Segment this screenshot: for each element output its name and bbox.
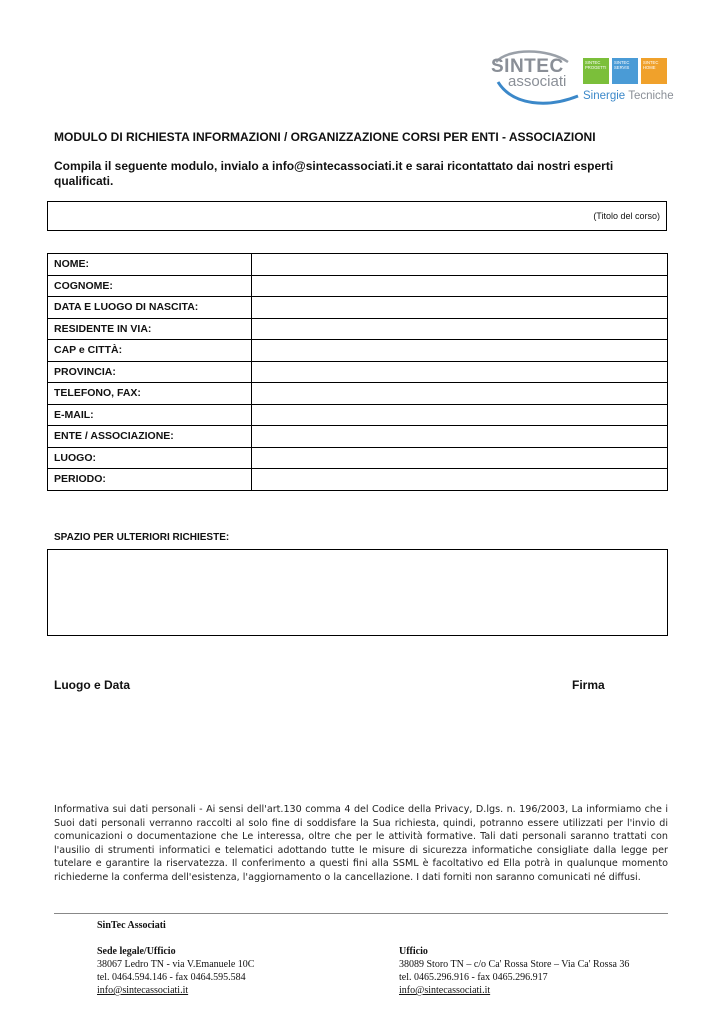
form-row xyxy=(48,254,668,276)
form-row xyxy=(48,297,668,319)
form-field-label: NOME: xyxy=(48,254,252,276)
extra-requests-field[interactable] xyxy=(47,549,668,636)
logo-box-progetti: SINTEC PROGETTI xyxy=(583,58,609,84)
footer-right-address: 38089 Storo TN – c/o Ca' Rossa Store – Via Ca' Rossa 36 xyxy=(399,959,630,970)
form-field-input[interactable] xyxy=(252,275,668,297)
form-field-label: TELEFONO, FAX: xyxy=(48,383,252,405)
logo-box-home: SINTEC HOME xyxy=(641,58,667,84)
course-title-hint: (Titolo del corso) xyxy=(593,211,660,221)
logo-subtitle: associati xyxy=(508,73,567,90)
form-row xyxy=(48,426,668,448)
place-date-label: Luogo e Data xyxy=(54,678,131,692)
form-row xyxy=(48,404,668,426)
form-field-label: CAP e CITTÀ: xyxy=(48,340,252,362)
form-field-label: ENTE / ASSOCIAZIONE: xyxy=(48,426,252,448)
footer-right-heading: Ufficio xyxy=(399,946,428,957)
form-field-label: DATA E LUOGO DI NASCITA: xyxy=(48,297,252,319)
form-row xyxy=(48,469,668,491)
logo-tagline-1: Sinergie xyxy=(583,90,626,102)
footer-divider xyxy=(54,913,668,914)
personal-data-table xyxy=(47,253,668,491)
form-field-input[interactable] xyxy=(252,340,668,362)
form-field-label: PERIODO: xyxy=(48,469,252,491)
privacy-notice: Informativa sui dati personali - Ai sensi dell'art.130 comma 4 del Codice della Privacy, D.lgs. n. 196/2003, La informiamo che i Suoi dati personali verranno raccolti al solo fine di soddisfare la Sua richiesta, quindi, potranno essere utilizzati per l'invio di comunicazioni o documentazione che Le interessa, oltre che per le attività formative. Tali dati personali saranno trattati con l'ausilio di strumenti informatici e telematici adottando tutte le misure di sicurezza informatiche consigliate dalla legge per tutelare e garantire la riservatezza. Il conferimento a questi fini alla SSML è facoltativo ed Ella potrà in qualunque momento richiederne la conferma dell'esistenza, l'aggiornamento o la cancellazione. I dati forniti non saranno comunicati né diffusi. xyxy=(54,804,668,883)
form-field-label: E-MAIL: xyxy=(48,404,252,426)
form-title: MODULO DI RICHIESTA INFORMAZIONI / ORGANIZZAZIONE CORSI PER ENTI - ASSOCIAZIONI xyxy=(54,130,596,144)
footer-left-heading: Sede legale/Ufficio xyxy=(97,946,176,957)
footer-left-address: 38067 Ledro TN - via V.Emanuele 10C xyxy=(97,959,255,970)
logo-wordmark: SINTEC xyxy=(491,56,564,77)
form-field-input[interactable] xyxy=(252,297,668,319)
logo-tagline-2: Tecniche xyxy=(628,90,674,102)
extra-requests-label: SPAZIO PER ULTERIORI RICHIESTE: xyxy=(54,532,230,543)
signature-label: Firma xyxy=(572,678,605,692)
form-field-label: COGNOME: xyxy=(48,275,252,297)
footer-company: SinTec Associati xyxy=(97,920,166,931)
logo-tagline xyxy=(583,90,674,102)
footer-left-phone: tel. 0464.594.146 - fax 0464.595.584 xyxy=(97,972,246,983)
form-field-label: PROVINCIA: xyxy=(48,361,252,383)
form-row xyxy=(48,275,668,297)
form-row xyxy=(48,340,668,362)
form-field-input[interactable] xyxy=(252,361,668,383)
footer-left-email-link[interactable]: info@sintecassociati.it xyxy=(97,985,189,996)
form-field-label: LUOGO: xyxy=(48,447,252,469)
form-instructions: Compila il seguente modulo, invialo a info@sintecassociati.it e sarai ricontattato dai nostri esperti qualificati. xyxy=(54,159,614,188)
form-field-input[interactable] xyxy=(252,318,668,340)
form-field-input[interactable] xyxy=(252,426,668,448)
course-title-field[interactable] xyxy=(47,201,667,231)
footer-right-email-link[interactable]: info@sintecassociati.it xyxy=(399,985,491,996)
form-row xyxy=(48,383,668,405)
form-field-label: RESIDENTE IN VIA: xyxy=(48,318,252,340)
form-field-input[interactable] xyxy=(252,404,668,426)
footer-address-office xyxy=(399,945,629,997)
form-row xyxy=(48,318,668,340)
footer-address-main xyxy=(97,945,254,997)
footer-right-phone: tel. 0465.296.916 - fax 0465.296.917 xyxy=(399,972,548,983)
company-logo xyxy=(488,48,678,110)
logo-box-servis: SINTEC SERVIS xyxy=(612,58,638,84)
form-field-input[interactable] xyxy=(252,469,668,491)
form-field-input[interactable] xyxy=(252,383,668,405)
form-field-input[interactable] xyxy=(252,254,668,276)
form-row xyxy=(48,447,668,469)
form-row xyxy=(48,361,668,383)
form-field-input[interactable] xyxy=(252,447,668,469)
